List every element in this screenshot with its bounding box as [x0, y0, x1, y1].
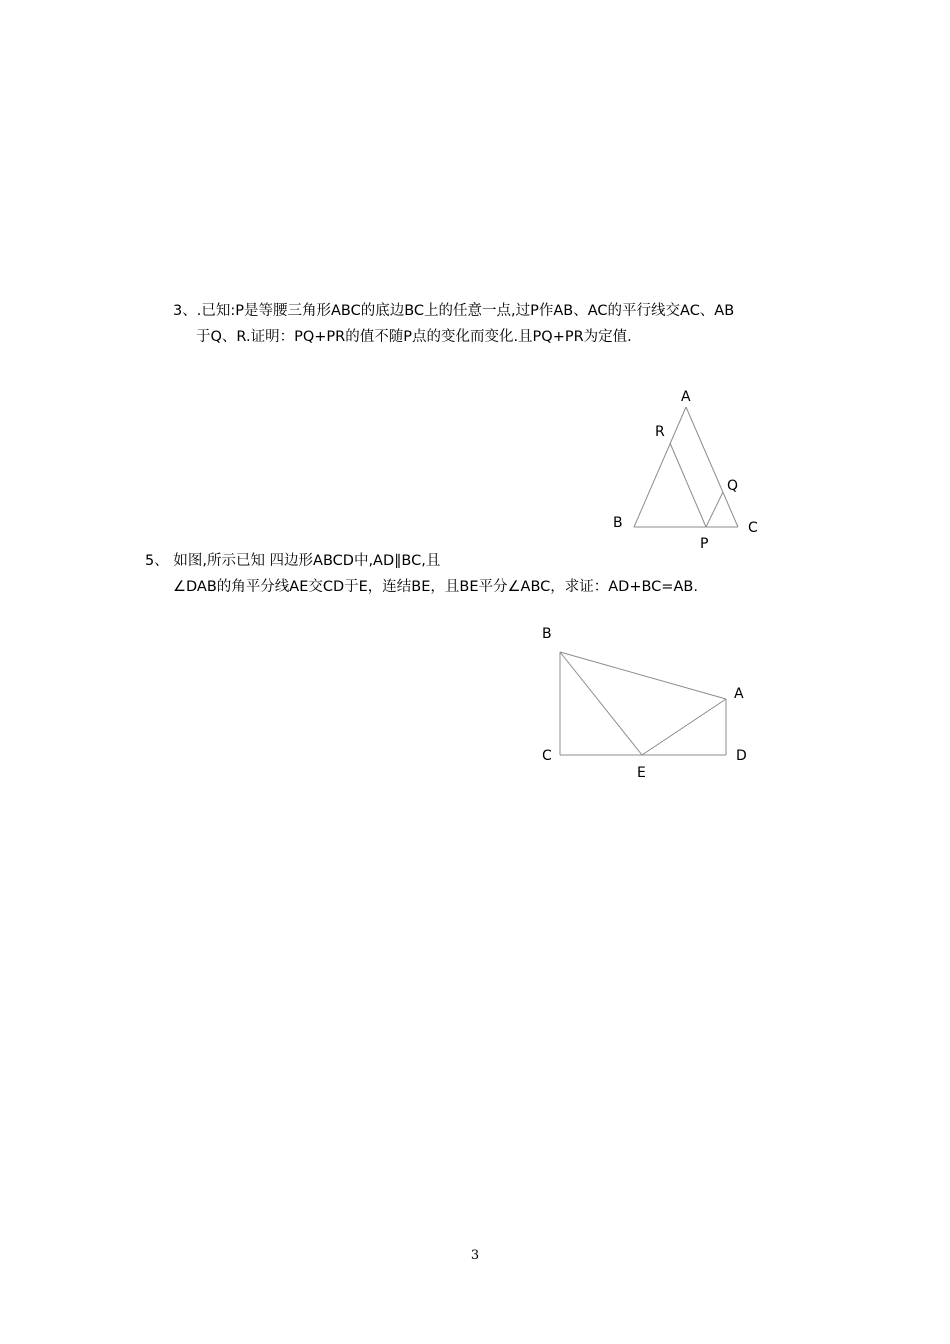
segment-pr — [670, 443, 706, 527]
label-b: B — [613, 515, 623, 531]
label-a: A — [734, 686, 744, 702]
problem-3-triangle-figure — [600, 380, 780, 555]
segment-ae — [642, 699, 726, 755]
problem-5-quadrilateral-figure — [530, 620, 760, 785]
problem-5-text-line-1: 5、 如图,所示已知 四边形ABCD中,AD∥BC,且 — [145, 553, 441, 569]
label-d: D — [736, 748, 747, 764]
problem-3-text-line-2: 于Q、R.证明：PQ+PR的值不随P点的变化而变化.且PQ+PR为定值. — [196, 329, 632, 345]
label-p: P — [700, 536, 709, 552]
segment-ac — [686, 407, 738, 527]
label-q: Q — [727, 478, 739, 494]
segment-be — [560, 652, 642, 755]
label-c: C — [542, 748, 552, 764]
label-c: C — [748, 520, 758, 536]
segment-ab — [560, 652, 726, 699]
page-number: 3 — [470, 1248, 480, 1263]
label-r: R — [655, 424, 665, 440]
problem-3-text-line-1: 3、.已知:P是等腰三角形ABC的底边BC上的任意一点,过P作AB、AC的平行线交AC、AB — [173, 303, 735, 319]
label-e: E — [637, 765, 646, 781]
problem-5-text-line-2: ∠DAB的角平分线AE交CD于E，连结BE，且BE平分∠ABC，求证：AD+BC=AB. — [173, 579, 698, 595]
label-a: A — [681, 389, 691, 405]
label-b: B — [542, 626, 552, 642]
segment-pq — [706, 492, 723, 527]
